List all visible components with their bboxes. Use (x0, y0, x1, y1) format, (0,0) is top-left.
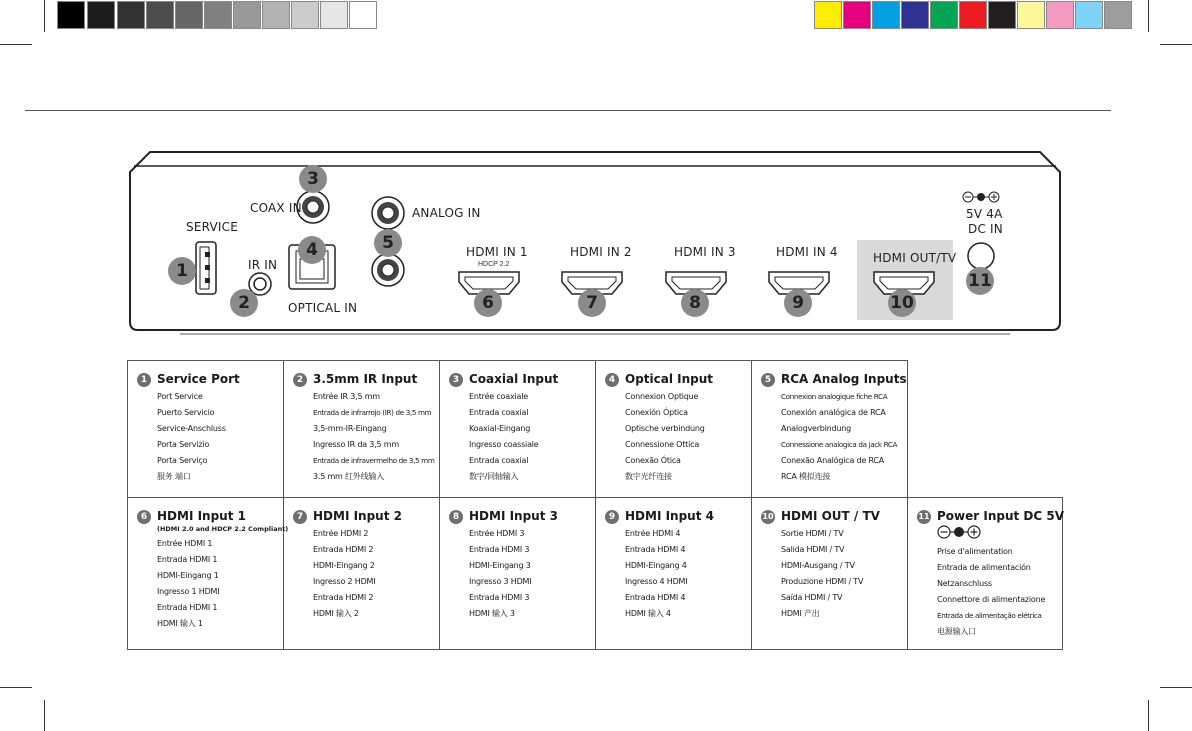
legend-line: HDMI-Ausgang / TV (781, 561, 855, 570)
legend-line: Ingresso coassiale (469, 440, 539, 449)
legend-title: HDMI Input 2 (313, 509, 402, 523)
legend-line: Entrada de alimentación (937, 563, 1031, 572)
legend-line: Entrée HDMI 1 (157, 539, 213, 548)
legend-number: 8 (449, 510, 463, 524)
legend-cell-power-input (907, 497, 1063, 649)
legend-line: Connexion analogique fiche RCA (781, 392, 888, 401)
legend-cell-hdmi-input-3 (439, 497, 595, 649)
legend-line: Service-Anschluss (157, 424, 226, 433)
legend-line: Optische verbindung (625, 424, 705, 433)
hdmi-in-2-label: HDMI IN 2 (570, 245, 632, 259)
legend-line: Entrada coaxial (469, 408, 529, 417)
legend-number: 2 (293, 373, 307, 387)
legend-line: Sortie HDMI / TV (781, 529, 844, 538)
legend-translations (781, 526, 863, 622)
legend-line: HDMI-Eingang 3 (469, 561, 531, 570)
callout-badge: 9 (784, 289, 812, 317)
legend-line: HDMI 产出 (781, 609, 820, 618)
legend-line: Connexion Optique (625, 392, 699, 401)
legend-line: 3,5-mm-IR-Eingang (313, 424, 387, 433)
legend-line: Porta Serviço (157, 456, 208, 465)
legend-cell-ir-input (283, 360, 439, 497)
legend-translations (157, 389, 226, 485)
legend-line: Entrée HDMI 4 (625, 529, 681, 538)
legend-line: Ingresso 1 HDMI (157, 587, 220, 596)
legend-line: Entrada HDMI 3 (469, 593, 530, 602)
legend-line: Entrée IR 3,5 mm (313, 392, 380, 401)
optical-in-label: OPTICAL IN (288, 301, 358, 315)
legend-translations (937, 544, 1045, 640)
legend-line: Porta Servizio (157, 440, 210, 449)
legend-number: 3 (449, 373, 463, 387)
legend-line: HDMI 输入 4 (625, 609, 671, 618)
legend-line: Entrada de infrarrojo (IR) de 3,5 mm (313, 408, 432, 417)
legend-line: Entrada de infravermelho de 3,5 mm (313, 456, 435, 465)
ir-in-label: IR IN (248, 258, 278, 272)
power-rating-label: 5V 4A (966, 207, 1003, 221)
legend-cell-coaxial-input (439, 360, 595, 497)
legend-line: 电源输入口 (937, 627, 976, 636)
legend-line: Entrada HDMI 4 (625, 545, 686, 554)
legend-line: 3.5 mm 红外线输入 (313, 472, 384, 481)
legend-title: Coaxial Input (469, 372, 559, 386)
callout-badge: 8 (681, 289, 709, 317)
legend-title: HDMI Input 3 (469, 509, 558, 523)
hdmi-in-4-label: HDMI IN 4 (776, 245, 838, 259)
legend-line: Entrada coaxial (469, 456, 529, 465)
legend-line: HDMI-Eingang 4 (625, 561, 687, 570)
legend-line: Entrada HDMI 2 (313, 545, 374, 554)
dc-in-label: DC IN (968, 222, 1003, 236)
legend-line: Conexión Óptica (625, 408, 688, 417)
service-label: SERVICE (186, 220, 238, 234)
legend-line: HDMI-Eingang 1 (157, 571, 219, 580)
legend-cell-hdmi-out-tv (751, 497, 907, 649)
legend-line: Salida HDMI / TV (781, 545, 845, 554)
coax-in-label: COAX IN (250, 201, 302, 215)
legend-line: 数字/同轴输入 (469, 472, 519, 481)
legend-translations (625, 389, 705, 485)
legend-translations (313, 526, 375, 622)
legend-number: 6 (137, 510, 151, 524)
legend-line: Ingresso 4 HDMI (625, 577, 688, 586)
callout-badge: 11 (966, 267, 994, 295)
legend-number: 7 (293, 510, 307, 524)
legend-number: 4 (605, 373, 619, 387)
legend-line: Entrada HDMI 3 (469, 545, 530, 554)
callout-badge: 2 (230, 289, 258, 317)
legend-title: Power Input DC 5V (937, 509, 1064, 523)
callout-badge: 5 (374, 229, 402, 257)
legend-cell-hdmi-input-2 (283, 497, 439, 649)
legend-line: Saída HDMI / TV (781, 593, 843, 602)
legend-cell-service-port (127, 360, 283, 497)
legend-line: Connessione Ottica (625, 440, 700, 449)
callout-badge: 6 (474, 289, 502, 317)
legend-number: 11 (917, 510, 931, 524)
legend-line: HDMI-Eingang 2 (313, 561, 375, 570)
legend-title: Optical Input (625, 372, 714, 386)
legend-translations (313, 389, 435, 485)
callout-badge: 3 (299, 165, 327, 193)
legend-line: Koaxial-Eingang (469, 424, 531, 433)
legend-line: Entrada HDMI 4 (625, 593, 686, 602)
callout-badge: 10 (888, 289, 916, 317)
legend-line: Entrada de alimentação elétrica (937, 611, 1042, 620)
analog-in-label: ANALOG IN (412, 206, 481, 220)
legend-number: 5 (761, 373, 775, 387)
legend-line: Ingresso IR da 3,5 mm (313, 440, 399, 449)
callout-badge: 4 (298, 236, 326, 264)
legend-line: Conexión analógica de RCA (781, 408, 886, 417)
legend-cell-rca-analog-inputs (751, 360, 907, 497)
legend-translations (469, 526, 531, 622)
legend-line: Prise d'alimentation (937, 547, 1013, 556)
legend-line: Entrada HDMI 1 (157, 603, 218, 612)
legend-title: HDMI Input 4 (625, 509, 714, 523)
legend-title: RCA Analog Inputs (781, 372, 907, 386)
legend-line: Entrada HDMI 1 (157, 555, 218, 564)
legend-cell-hdmi-input-4 (595, 497, 751, 649)
callout-badge: 7 (578, 289, 606, 317)
legend-title: 3.5mm IR Input (313, 372, 418, 386)
legend-line: HDMI 输入 1 (157, 619, 203, 628)
legend-subtitle: (HDMI 2.0 and HDCP 2.2 Compliant) (157, 525, 289, 533)
legend-line: Ingresso 3 HDMI (469, 577, 532, 586)
legend-title: HDMI Input 1 (157, 509, 246, 523)
legend-title: Service Port (157, 372, 240, 386)
legend-translations (625, 526, 687, 622)
legend-translations (469, 389, 539, 485)
legend-line: 服务 端口 (157, 472, 191, 481)
legend-number: 9 (605, 510, 619, 524)
legend-translations (157, 536, 219, 632)
hdmi-in-3-label: HDMI IN 3 (674, 245, 736, 259)
legend-line: Conexão Ótica (625, 456, 681, 465)
legend-line: Entrée HDMI 2 (313, 529, 369, 538)
hdcp-label: HDCP 2.2 (478, 261, 510, 268)
legend-line: Connettore di alimentazione (937, 595, 1046, 604)
legend-line: Entrada HDMI 2 (313, 593, 374, 602)
legend-line: Ingresso 2 HDMI (313, 577, 376, 586)
callout-badge: 1 (168, 257, 196, 285)
hdmi-out-label: HDMI OUT/TV (873, 251, 957, 265)
legend-line: Analogverbindung (781, 424, 852, 433)
legend-line: 数字光纤连接 (625, 472, 672, 481)
legend-line: Puerto Servicio (157, 408, 215, 417)
legend-cell-hdmi-input-1 (127, 497, 289, 649)
legend-cell-optical-input (595, 360, 751, 497)
legend-line: Netzanschluss (937, 579, 992, 588)
legend-line: HDMI 输入 2 (313, 609, 359, 618)
legend-line: Entrée coaxiale (469, 392, 528, 401)
legend-line: Conexão Analógica de RCA (781, 456, 885, 465)
legend-line: Port Service (157, 392, 203, 401)
legend-line: RCA 模拟连接 (781, 472, 831, 481)
hdmi-in-1-label: HDMI IN 1 (466, 245, 528, 259)
legend-title: HDMI OUT / TV (781, 509, 880, 523)
legend-number: 10 (761, 510, 775, 524)
legend-line: Entrée HDMI 3 (469, 529, 525, 538)
polarity-icon (937, 525, 987, 539)
legend-translations (781, 389, 897, 485)
legend-number: 1 (137, 373, 151, 387)
legend-line: Connessione analogica da jack RCA (781, 440, 898, 449)
legend-line: HDMI 输入 3 (469, 609, 515, 618)
legend-line: Produzione HDMI / TV (781, 577, 864, 586)
